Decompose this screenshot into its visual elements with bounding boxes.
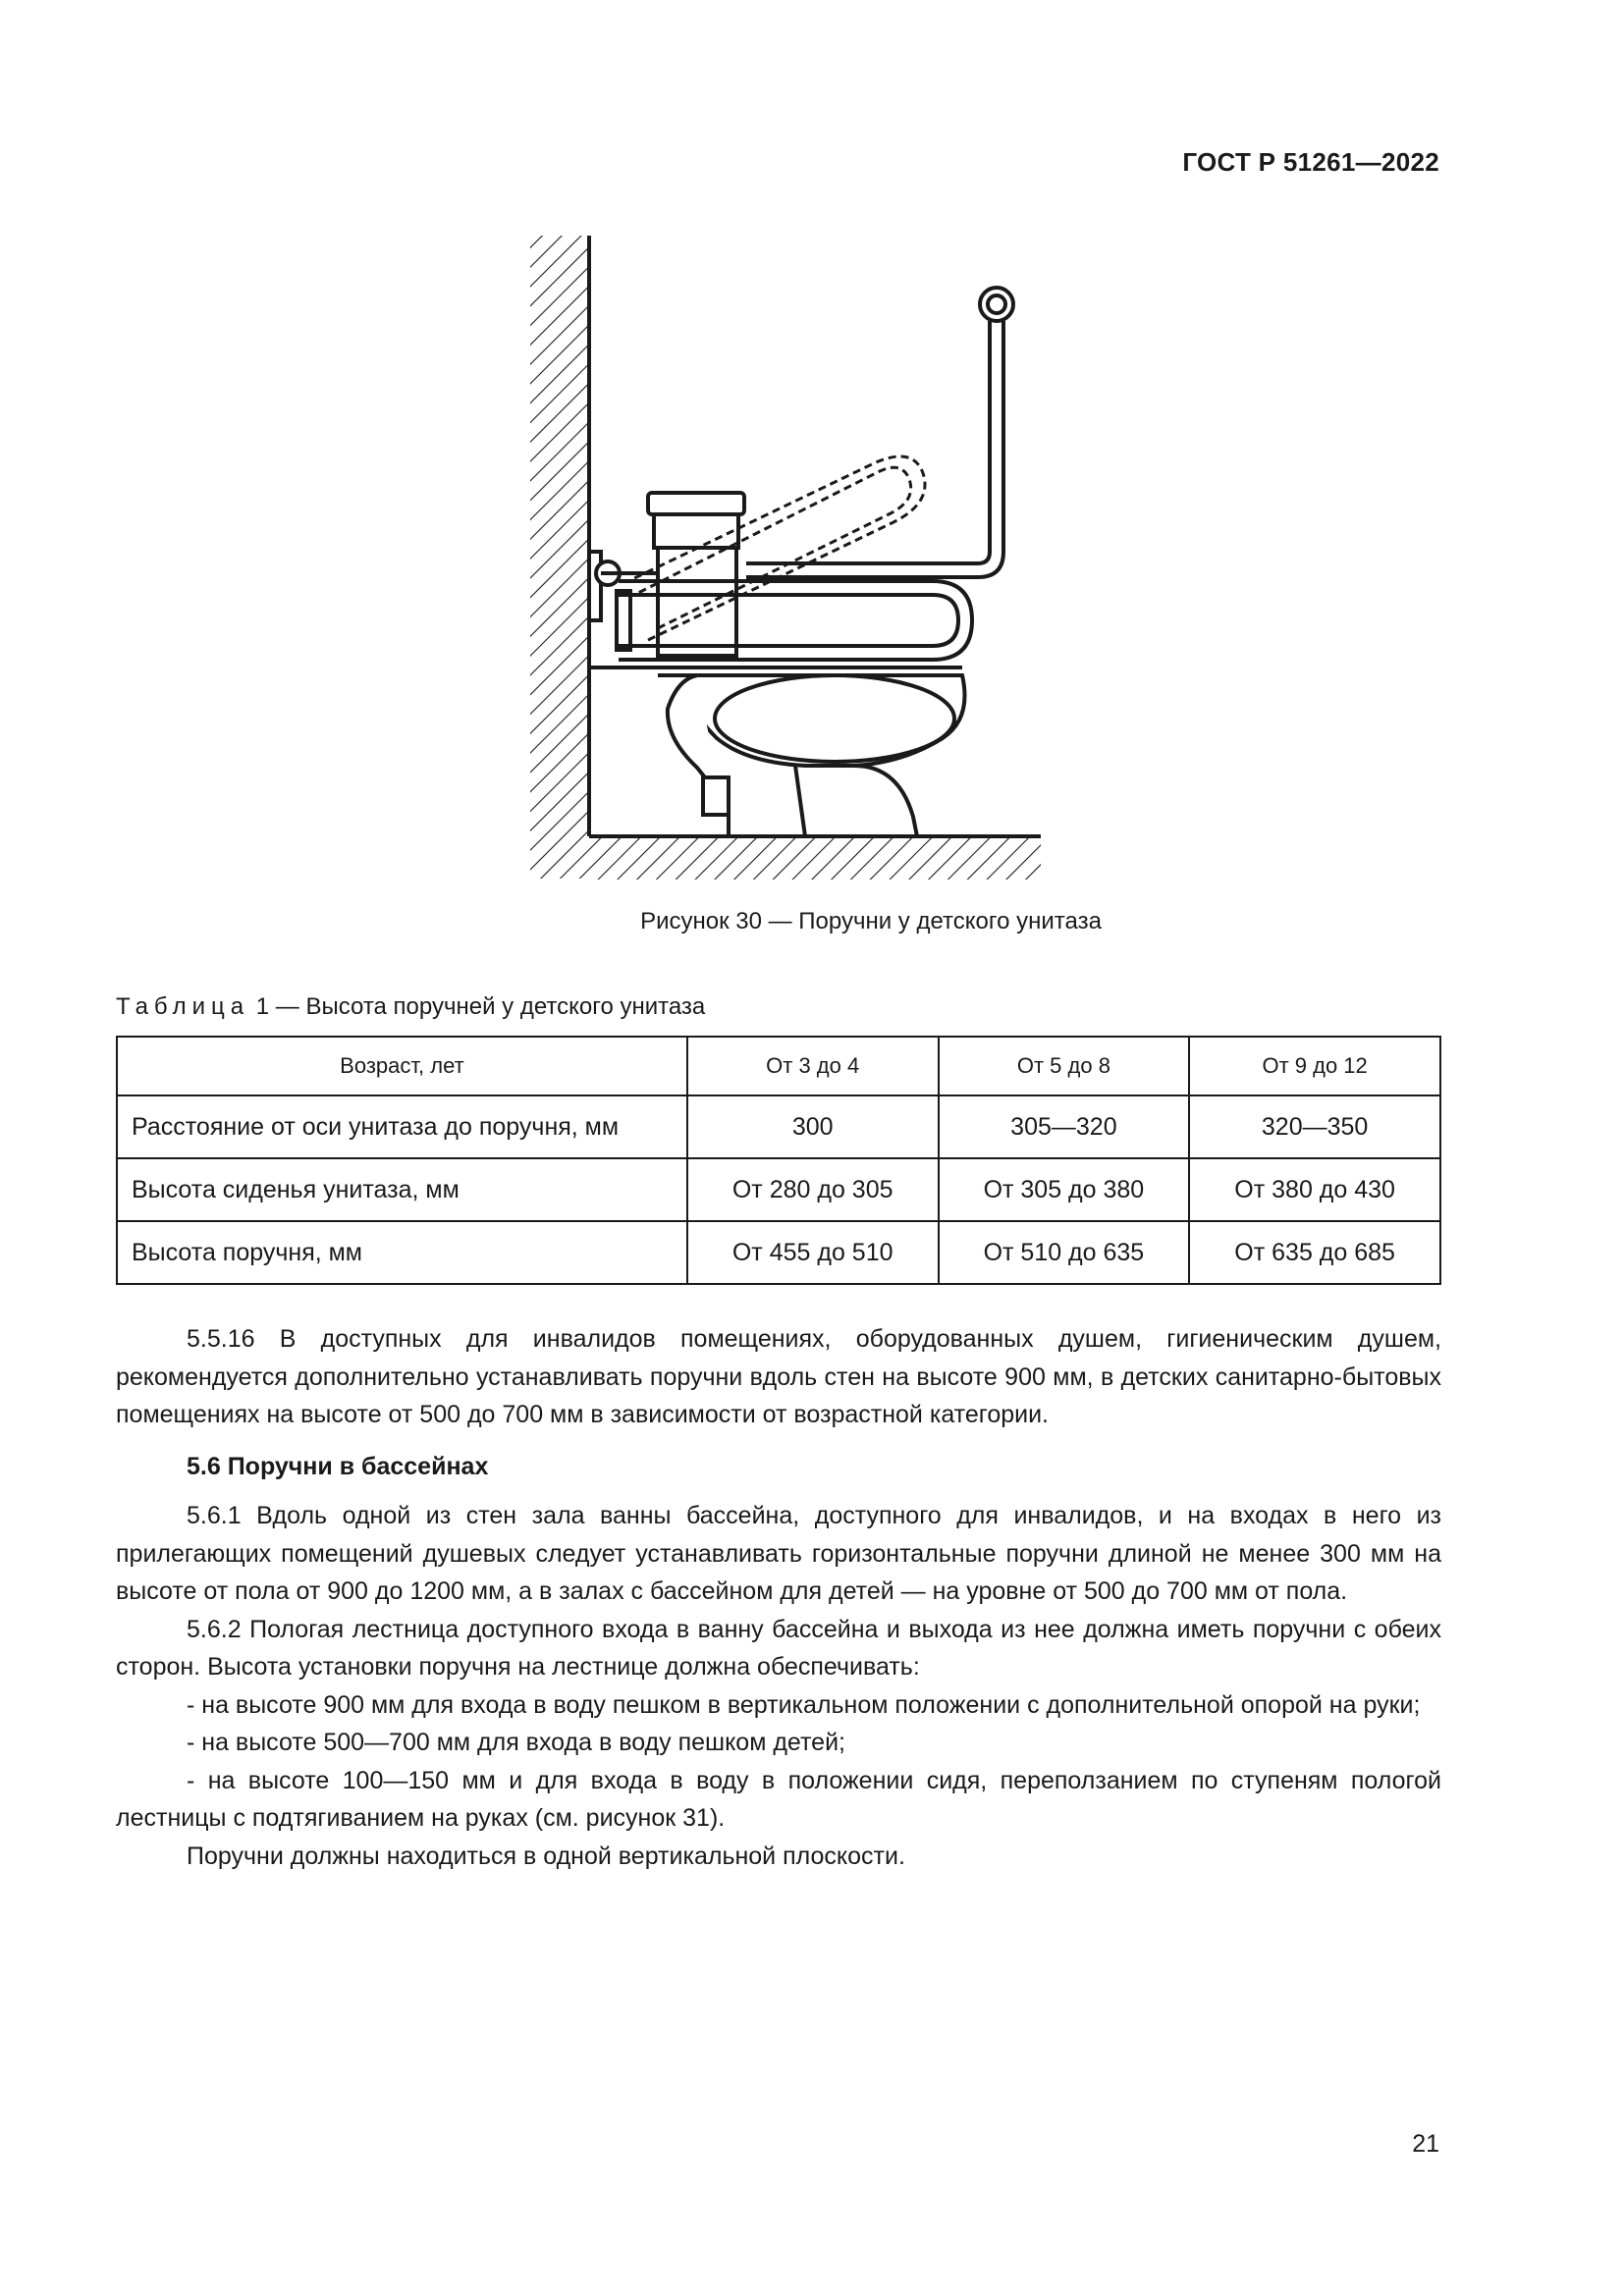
table-cell: 320—350 bbox=[1189, 1095, 1440, 1158]
table-cell: От 280 до 305 bbox=[687, 1158, 939, 1221]
table-title bbox=[116, 993, 705, 1021]
body-text bbox=[116, 1320, 1441, 1875]
figure-caption: Рисунок 30 — Поручни у детского унитаза bbox=[640, 908, 1102, 934]
paragraph-5-6-1: 5.6.1 Вдоль одной из стен зала ванны бассейна, доступного для инвалидов, и на входах в него из прилегающих помещений душевых следует устанавливать горизонтальные поручни длиной не менее 300 мм на высоте от пола от 900 до 1200 мм, а в залах с бассейном для детей — на уровне от 500 до 700 мм от пола. bbox=[116, 1502, 1441, 1605]
paragraph-last: Поручни должны находиться в одной вертикальной плоскости. bbox=[187, 1842, 905, 1870]
bullet-item: - на высоте 100—150 мм и для входа в воду в положении сидя, переползанием по ступеням пологой лестницы с подтягиванием на руках (см. рисунок 31). bbox=[116, 1766, 1441, 1832]
handrail-height-table bbox=[116, 1036, 1441, 1285]
table-header-row bbox=[117, 1037, 1440, 1095]
header-cell: От 5 до 8 bbox=[939, 1037, 1190, 1095]
wall-hatch bbox=[530, 236, 589, 879]
table-cell: Высота сиденья унитаза, мм bbox=[117, 1158, 687, 1221]
toilet-cistern bbox=[648, 493, 744, 656]
table-cell: Расстояние от оси унитаза до поручня, мм bbox=[117, 1095, 687, 1158]
table-cell: От 635 до 685 bbox=[1189, 1221, 1440, 1284]
table-cell: От 510 до 635 bbox=[939, 1221, 1190, 1284]
toilet-bowl bbox=[589, 667, 965, 836]
paragraph-5-6-2: 5.6.2 Пологая лестница доступного входа в ванну бассейна и выхода из нее должна иметь поручни с обеих сторон. Высота установки поручня на лестнице должна обеспечивать: bbox=[116, 1615, 1441, 1681]
table-row bbox=[117, 1158, 1440, 1221]
table-title-text: 1 — Высота поручней у детского унитаза bbox=[255, 993, 706, 1020]
page-number: 21 bbox=[1412, 2130, 1439, 2158]
table-cell: Высота поручня, мм bbox=[117, 1221, 687, 1284]
table-row bbox=[117, 1221, 1440, 1284]
document-code-header: ГОСТ Р 51261—2022 bbox=[1182, 147, 1439, 177]
bullet-item: - на высоте 500—700 мм для входа в воду пешком детей; bbox=[187, 1729, 845, 1756]
paragraph-5-5-16: 5.5.16 В доступных для инвалидов помещениях, оборудованных душем, гигиеническим душем, рекомендуется дополнительно устанавливать поручни вдоль стен на высоте 900 мм, в детских санитарно-бытовых помещениях на высоте от 500 до 700 мм в зависимости от возрастной категории. bbox=[116, 1325, 1441, 1428]
vertical-grab-bar bbox=[746, 288, 1013, 577]
table-cell: 305—320 bbox=[939, 1095, 1190, 1158]
bullet-item: - на высоте 900 мм для входа в воду пешком в вертикальном положении с дополнительной опорой на руки; bbox=[187, 1690, 1421, 1719]
table-row bbox=[117, 1095, 1440, 1158]
section-heading-5-6: 5.6 Поручни в бассейнах bbox=[187, 1452, 489, 1480]
wall-mount-bracket bbox=[589, 552, 658, 650]
header-cell: От 9 до 12 bbox=[1189, 1037, 1440, 1095]
table-cell: 300 bbox=[687, 1095, 939, 1158]
table-cell: От 380 до 430 bbox=[1189, 1158, 1440, 1221]
floor-hatch bbox=[589, 838, 1041, 880]
table-cell: От 455 до 510 bbox=[687, 1221, 939, 1284]
table-cell: От 305 до 380 bbox=[939, 1158, 1190, 1221]
table-title-label: Таблица bbox=[116, 993, 250, 1020]
toilet-handrail-figure bbox=[511, 228, 1041, 895]
header-cell: Возраст, лет bbox=[117, 1037, 687, 1095]
header-cell: От 3 до 4 bbox=[687, 1037, 939, 1095]
